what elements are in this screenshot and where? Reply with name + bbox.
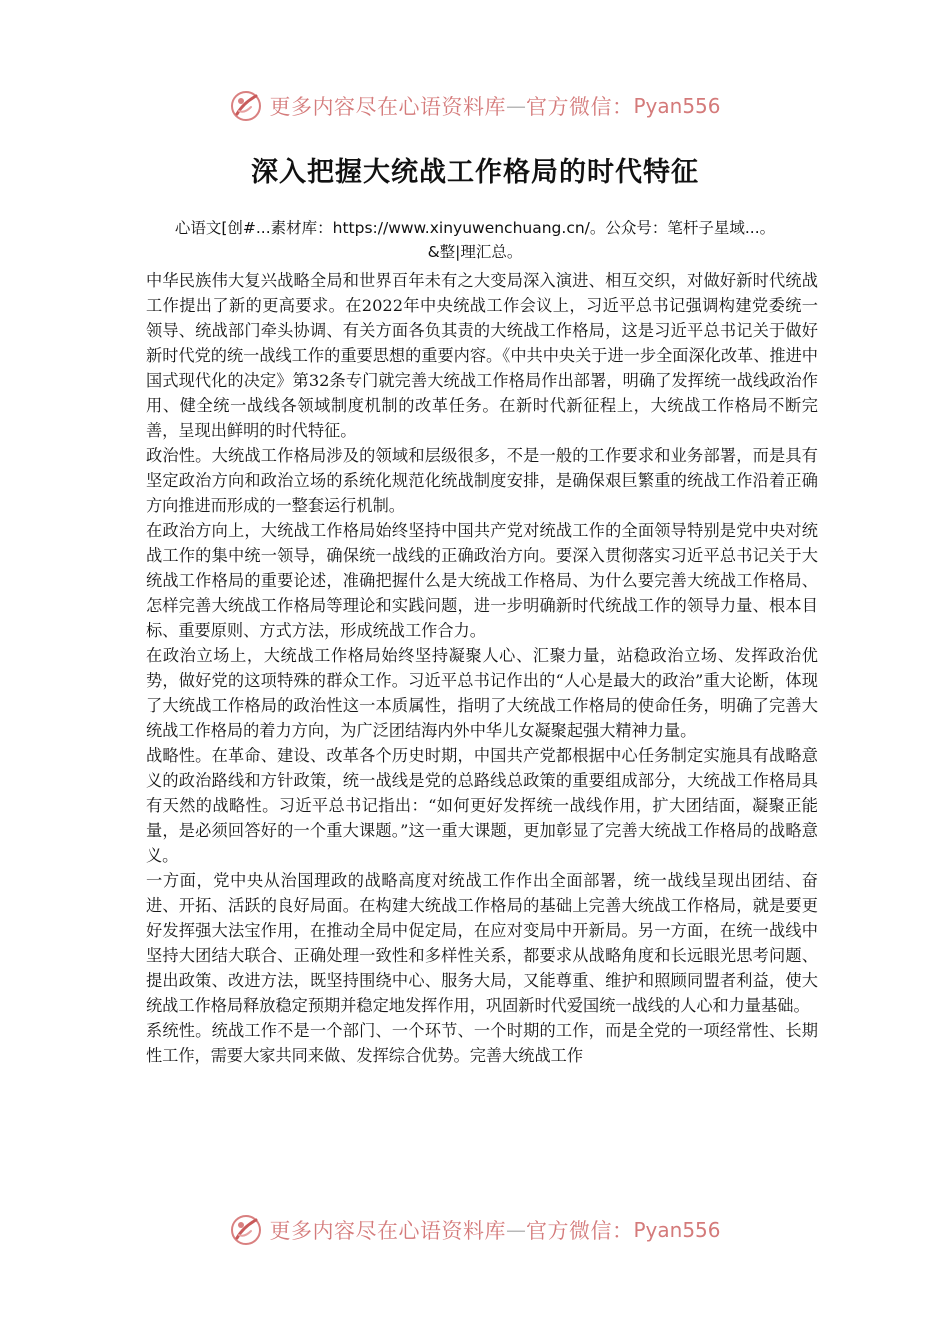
paragraph: 战略性。在革命、建设、改革各个历史时期，中国共产党都根据中心任务制定实施具有战略意义的政治路线和方针政策，统一战线是党的总路线总政策的重要组成部分，大统战工作格局具有天然的战略性。习近平总书记指出：“如何更好发挥统一战线作用，扩大团结面，凝聚正能量，是必须回答好的一个重大课题。”这一重大课题，更加彰显了完善大统战工作格局的战略意义。 — [146, 746, 818, 865]
banner-text: 更多内容尽在心语资料库 — [269, 1219, 506, 1243]
banner-text: 更多内容尽在心语资料库 — [269, 95, 506, 119]
banner-label: 官方微信： — [525, 1219, 634, 1243]
paragraph: 系统性。统战工作不是一个部门、一个环节、一个时期的工作，而是全党的一项经常性、长期性工作，需要大家共同来做、发挥综合优势。完善大统战工作 — [146, 1021, 818, 1065]
brush-logo-icon — [229, 89, 263, 123]
header-banner — [0, 82, 950, 130]
document-body — [146, 268, 818, 1068]
paragraph: 一方面，党中央从治国理政的战略高度对统战工作作出全面部署，统一战线呈现出团结、奋进、开拓、活跃的良好局面。在构建大统战工作格局的基础上完善大统战工作格局，就是要更好发挥强大法宝作用，在推动全局中促定局，在应对变局中开新局。另一方面，在统一战线中坚持大团结大联合、正确处理一致性和多样性关系，都要求从战略角度和长远眼光思考问题、提出政策、改进方法，既坚持围绕中心、服务大局，又能尊重、维护和照顾同盟者利益，使大统战工作格局释放稳定预期并稳定地发挥作用，巩固新时代爱国统一战线的人心和力量基础。 — [146, 871, 818, 1015]
brush-logo-icon — [229, 1213, 263, 1247]
meta-line-2: &整|理汇总。 — [427, 243, 523, 261]
banner-separator: — — [505, 94, 526, 118]
footer-banner — [0, 1206, 950, 1254]
paragraph: 在政治立场上，大统战工作格局始终坚持凝聚人心、汇聚力量，站稳政治立场、发挥政治优势，做好党的这项特殊的群众工作。习近平总书记作出的“人心是最大的政治”重大论断，体现了大统战工作格局的政治性这一本质属性，指明了大统战工作格局的使命任务，明确了完善大统战工作格局的着力方向，为广泛团结海内外中华儿女凝聚起强大精神力量。 — [146, 646, 818, 740]
paragraph: 政治性。大统战工作格局涉及的领域和层级很多，不是一般的工作要求和业务部署，而是具有坚定政治方向和政治立场的系统化规范化统战制度安排，是确保艰巨繁重的统战工作沿着正确方向推进而形成的一整套运行机制。 — [146, 446, 818, 515]
meta-line-1: 心语文[创#...素材库：https://www.xinyuwenchuang.cn/。公众号：笔杆子星域...。 — [174, 219, 776, 237]
banner-separator: — — [505, 1218, 526, 1242]
paragraph: 中华民族伟大复兴战略全局和世界百年未有之大变局深入演进、相互交织，对做好新时代统战工作提出了新的更高要求。在2022年中央统战工作会议上，习近平总书记强调构建党委统一领导、统战部门牵头协调、有关方面各负其责的大统战工作格局，这是习近平总书记关于做好新时代党的统一战线工作的重要思想的重要内容。《中共中央关于进一步全面深化改革、推进中国式现代化的决定》第32条专门就完善大统战工作格局作出部署，明确了发挥统一战线政治作用、健全统一战线各领域制度机制的改革任务。在新时代新征程上，大统战工作格局不断完善，呈现出鲜明的时代特征。 — [146, 271, 818, 440]
banner-wechat-id: Pyan556 — [633, 94, 721, 118]
document-title: 深入把握大统战工作格局的时代特征 — [251, 157, 699, 188]
document-meta — [160, 216, 790, 264]
banner-label: 官方微信： — [525, 95, 634, 119]
banner-wechat-id: Pyan556 — [633, 1218, 721, 1242]
paragraph: 在政治方向上，大统战工作格局始终坚持中国共产党对统战工作的全面领导特别是党中央对统战工作的集中统一领导，确保统一战线的正确政治方向。要深入贯彻落实习近平总书记关于大统战工作格局的重要论述，准确把握什么是大统战工作格局、为什么要完善大统战工作格局、怎样完善大统战工作格局等理论和实践问题，进一步明确新时代统战工作的领导力量、根本目标、重要原则、方式方法，形成统战工作合力。 — [146, 521, 818, 640]
